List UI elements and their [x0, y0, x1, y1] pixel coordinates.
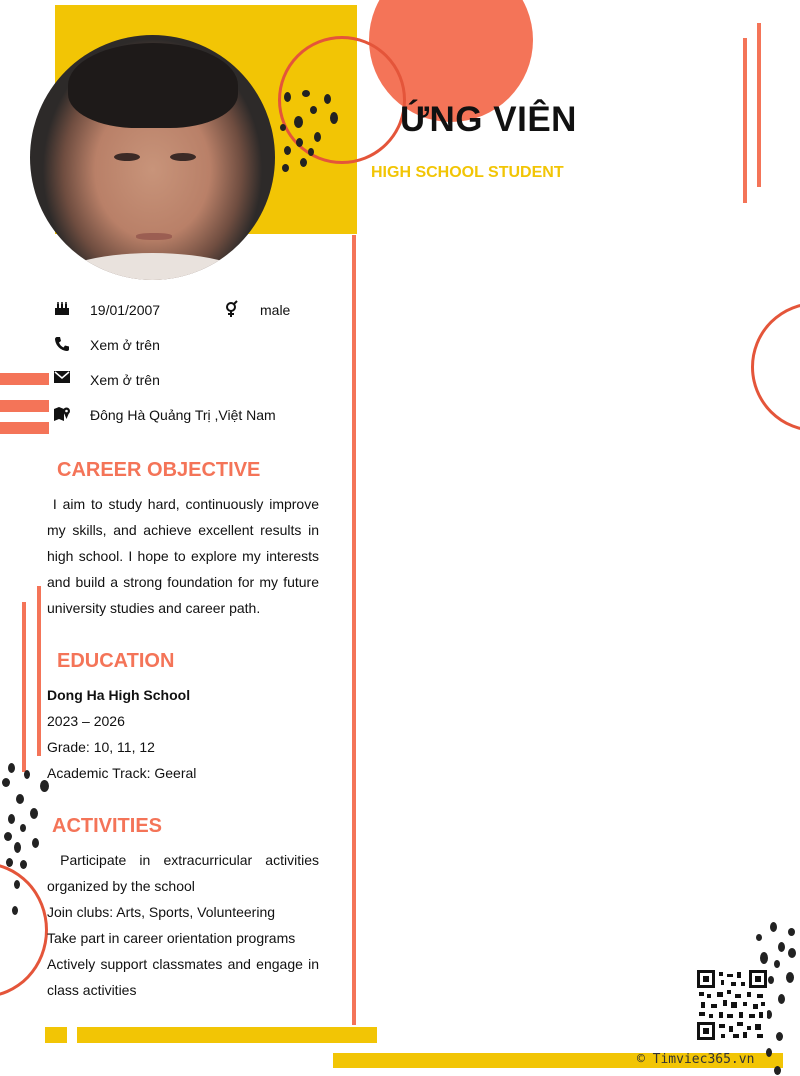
career-objective-line: and build a strong foundation for my future — [47, 574, 319, 590]
phone-icon — [53, 335, 71, 353]
school-years: 2023 – 2026 — [47, 713, 125, 729]
career-objective-body — [47, 491, 319, 621]
candidate-name: ỨNG VIÊN — [400, 100, 577, 139]
email-icon — [53, 368, 71, 386]
vertical-line-decoration — [37, 586, 41, 756]
copyright-text: © Timviec365.vn — [637, 1052, 755, 1067]
vertical-line-decoration — [757, 23, 761, 187]
column-divider — [352, 235, 356, 1025]
activity-line: class activities — [47, 982, 137, 998]
candidate-role: HIGH SCHOOL STUDENT — [371, 164, 564, 181]
activity-line: Take part in career orientation programs — [47, 930, 296, 946]
activity-line: Join clubs: Arts, Sports, Volunteering — [47, 904, 276, 920]
bar-decoration — [0, 422, 49, 434]
birthday-text: 19/01/2007 — [90, 302, 161, 318]
bar-decoration — [0, 400, 49, 412]
education-heading: EDUCATION — [57, 650, 175, 672]
footer-bar-decoration — [77, 1027, 377, 1043]
footer-bar-decoration — [45, 1027, 67, 1043]
gender-icon — [222, 300, 240, 318]
career-objective-line: my skills, and achieve excellent results in — [47, 522, 319, 538]
vertical-line-decoration — [22, 602, 26, 772]
activities-body — [47, 847, 319, 1003]
gender-text: male — [260, 302, 291, 318]
bar-decoration — [0, 373, 49, 385]
career-objective-heading: CAREER OBJECTIVE — [57, 459, 261, 481]
address-text: Đông Hà Quảng Trị ,Việt Nam — [90, 407, 276, 423]
career-objective-line: I aim to study hard, continuously improve — [47, 496, 319, 512]
activity-line: organized by the school — [47, 878, 195, 894]
school-grade: Grade: 10, 11, 12 — [47, 739, 155, 755]
career-objective-line: university studies and career path. — [47, 600, 261, 616]
phone-text: Xem ở trên — [90, 337, 160, 353]
activity-line: Participate in extracurricular activities — [47, 852, 319, 868]
school-track: Academic Track: Geeral — [47, 765, 197, 781]
profile-photo — [30, 35, 275, 280]
activity-line: Actively support classmates and engage in — [47, 956, 319, 972]
dots-decoration-top — [278, 88, 348, 178]
vertical-line-decoration — [743, 38, 747, 203]
education-body — [47, 682, 319, 786]
birthday-icon — [53, 300, 71, 318]
qr-code-icon — [697, 970, 767, 1040]
career-objective-line: high school. I hope to explore my interests — [47, 548, 319, 564]
ring-decoration-right — [751, 302, 800, 432]
activities-heading: ACTIVITIES — [52, 815, 163, 837]
school-name: Dong Ha High School — [47, 687, 191, 703]
email-text: Xem ở trên — [90, 372, 160, 388]
map-icon — [53, 405, 71, 423]
